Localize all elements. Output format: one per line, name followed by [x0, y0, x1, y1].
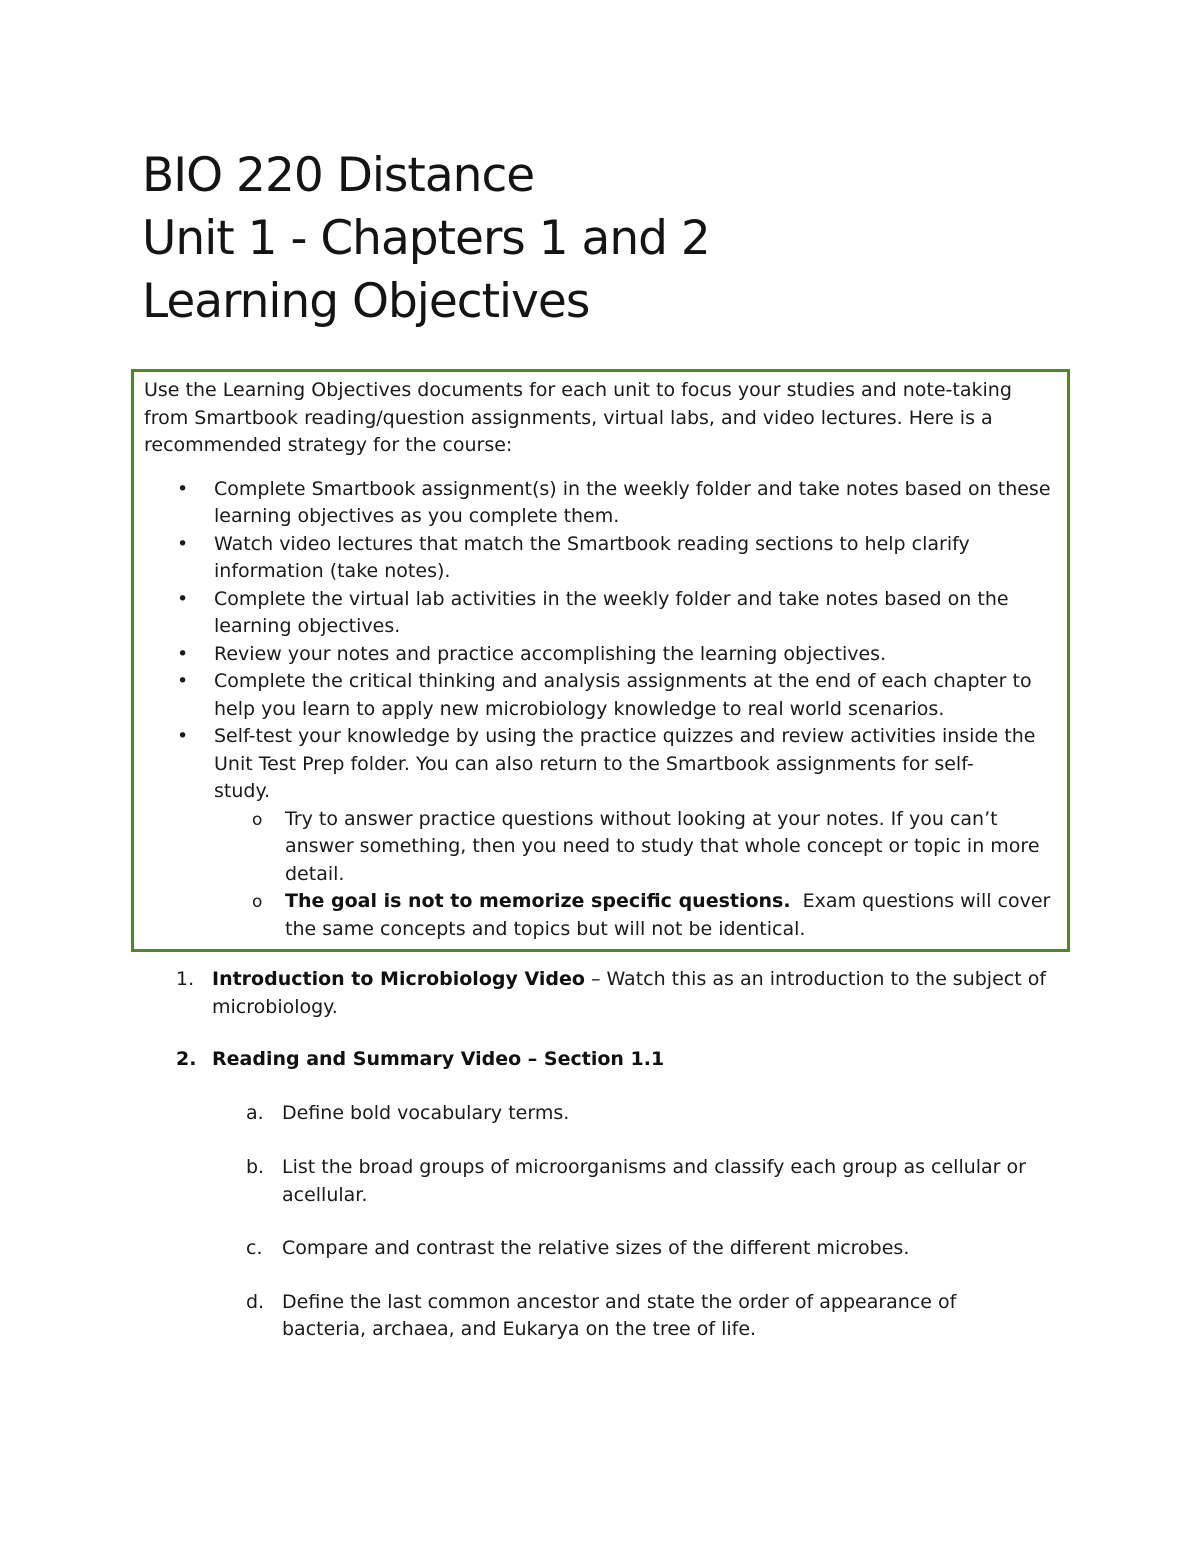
strategy-intro — [144, 377, 1059, 460]
bullet-line: study. — [214, 780, 271, 802]
bullet-line: learning objectives as you complete them. — [214, 505, 620, 527]
sub-objective-item — [142, 1235, 1062, 1263]
bullet-item — [144, 723, 1059, 943]
bullet-line: help you learn to apply new microbiology knowledge to real world scenarios. — [214, 697, 945, 720]
sub-bullet-list — [214, 806, 1059, 944]
title-line-objectives: Learning Objectives — [142, 274, 590, 329]
sub-objective-line: List the broad groups of microorganisms and classify each group as cellular or — [282, 1156, 1026, 1178]
bullet-line: Review your notes and practice accomplishing the learning objectives. — [214, 642, 887, 665]
bullet-line: information (take notes). — [214, 560, 451, 582]
objective-item-section-1-1 — [142, 1046, 1062, 1074]
objective-heading: Reading and Summary Video – Section 1.1 — [212, 1048, 665, 1070]
strategy-bullet-list — [144, 476, 1059, 944]
list-letter: a. — [246, 1101, 264, 1124]
objective-heading: Introduction to Microbiology Video — [212, 968, 585, 990]
intro-line: recommended strategy for the course: — [144, 434, 513, 456]
sub-objective-item — [142, 1154, 1062, 1209]
bullet-line: Watch video lectures that match the Smartbook reading sections to help clarify — [214, 532, 970, 555]
bullet-line: Complete Smartbook assignment(s) in the weekly folder and take notes based on these — [214, 477, 1051, 500]
bullet-item — [144, 668, 1059, 723]
sub-bullet-line: Try to answer practice questions without looking at your notes. If you can’t — [285, 807, 998, 830]
sub-bullet-line: the same concepts and topics but will not be identical. — [285, 917, 806, 940]
sub-bullet-item — [214, 806, 1059, 889]
sub-objective-line: Define the last common ancestor and state the order of appearance of — [282, 1290, 957, 1313]
bullet-line: Complete the critical thinking and analysis assignments at the end of each chapter to — [214, 670, 1032, 692]
objective-line — [212, 966, 1062, 994]
sub-bullet-text: Exam questions will cover — [790, 890, 1051, 912]
bullet-icon: • — [177, 642, 189, 665]
bullet-item — [144, 586, 1059, 641]
bullet-icon: • — [177, 477, 189, 500]
objective-line: microbiology. — [212, 995, 338, 1018]
intro-line: Use the Learning Objectives documents for each unit to focus your studies and note-taking — [144, 379, 1012, 401]
sub-objective-line: bacteria, archaea, and Eukarya on the tree of life. — [282, 1318, 757, 1340]
sub-bullet-line: detail. — [285, 862, 345, 885]
title-line-course: BIO 220 Distance — [142, 148, 535, 203]
list-number: 2. — [176, 1048, 197, 1070]
list-letter: b. — [246, 1156, 265, 1178]
sub-objective-line: Compare and contrast the relative sizes of the different microbes. — [282, 1237, 910, 1259]
intro-line: from Smartbook reading/question assignments, virtual labs, and video lectures. Here is a — [144, 406, 993, 429]
bullet-line: Self-test your knowledge by using the practice quizzes and review activities inside the — [214, 725, 1036, 747]
title-line-unit: Unit 1 - Chapters 1 and 2 — [142, 211, 710, 266]
list-letter: c. — [246, 1237, 263, 1259]
sub-bullet-line — [285, 888, 1059, 916]
bullet-item — [144, 641, 1059, 669]
list-letter: d. — [246, 1290, 265, 1313]
objective-text: – Watch this as an introduction to the subject of — [584, 968, 1047, 990]
bullet-line: Unit Test Prep folder. You can also return to the Smartbook assignments for self- — [214, 752, 974, 775]
bullet-icon: • — [177, 532, 189, 555]
hollow-bullet-icon: o — [252, 892, 263, 912]
objective-item-intro-video — [142, 966, 1062, 1021]
sub-bullet-line: answer something, then you need to study that whole concept or topic in more — [285, 835, 1040, 857]
study-strategy-box — [131, 369, 1070, 952]
bullet-line: learning objectives. — [214, 615, 401, 637]
bullet-icon: • — [177, 670, 189, 692]
bullet-item — [144, 531, 1059, 586]
sub-objective-item — [142, 1100, 1062, 1128]
sub-objective-item — [142, 1289, 1062, 1344]
bullet-icon: • — [177, 725, 189, 747]
sub-objective-line: acellular. — [282, 1183, 368, 1206]
objectives-list — [142, 966, 1062, 1344]
hollow-bullet-icon: o — [252, 809, 263, 830]
list-number: 1. — [176, 968, 195, 990]
emphasis-text: The goal is not to memorize specific questions. — [285, 890, 791, 912]
sub-objective-line: Define bold vocabulary terms. — [282, 1101, 570, 1124]
bullet-line: Complete the virtual lab activities in the weekly folder and take notes based on the — [214, 587, 1009, 610]
sub-bullet-item — [214, 888, 1059, 943]
document-title — [142, 144, 1062, 333]
bullet-item — [144, 476, 1059, 531]
bullet-icon: • — [177, 587, 189, 610]
